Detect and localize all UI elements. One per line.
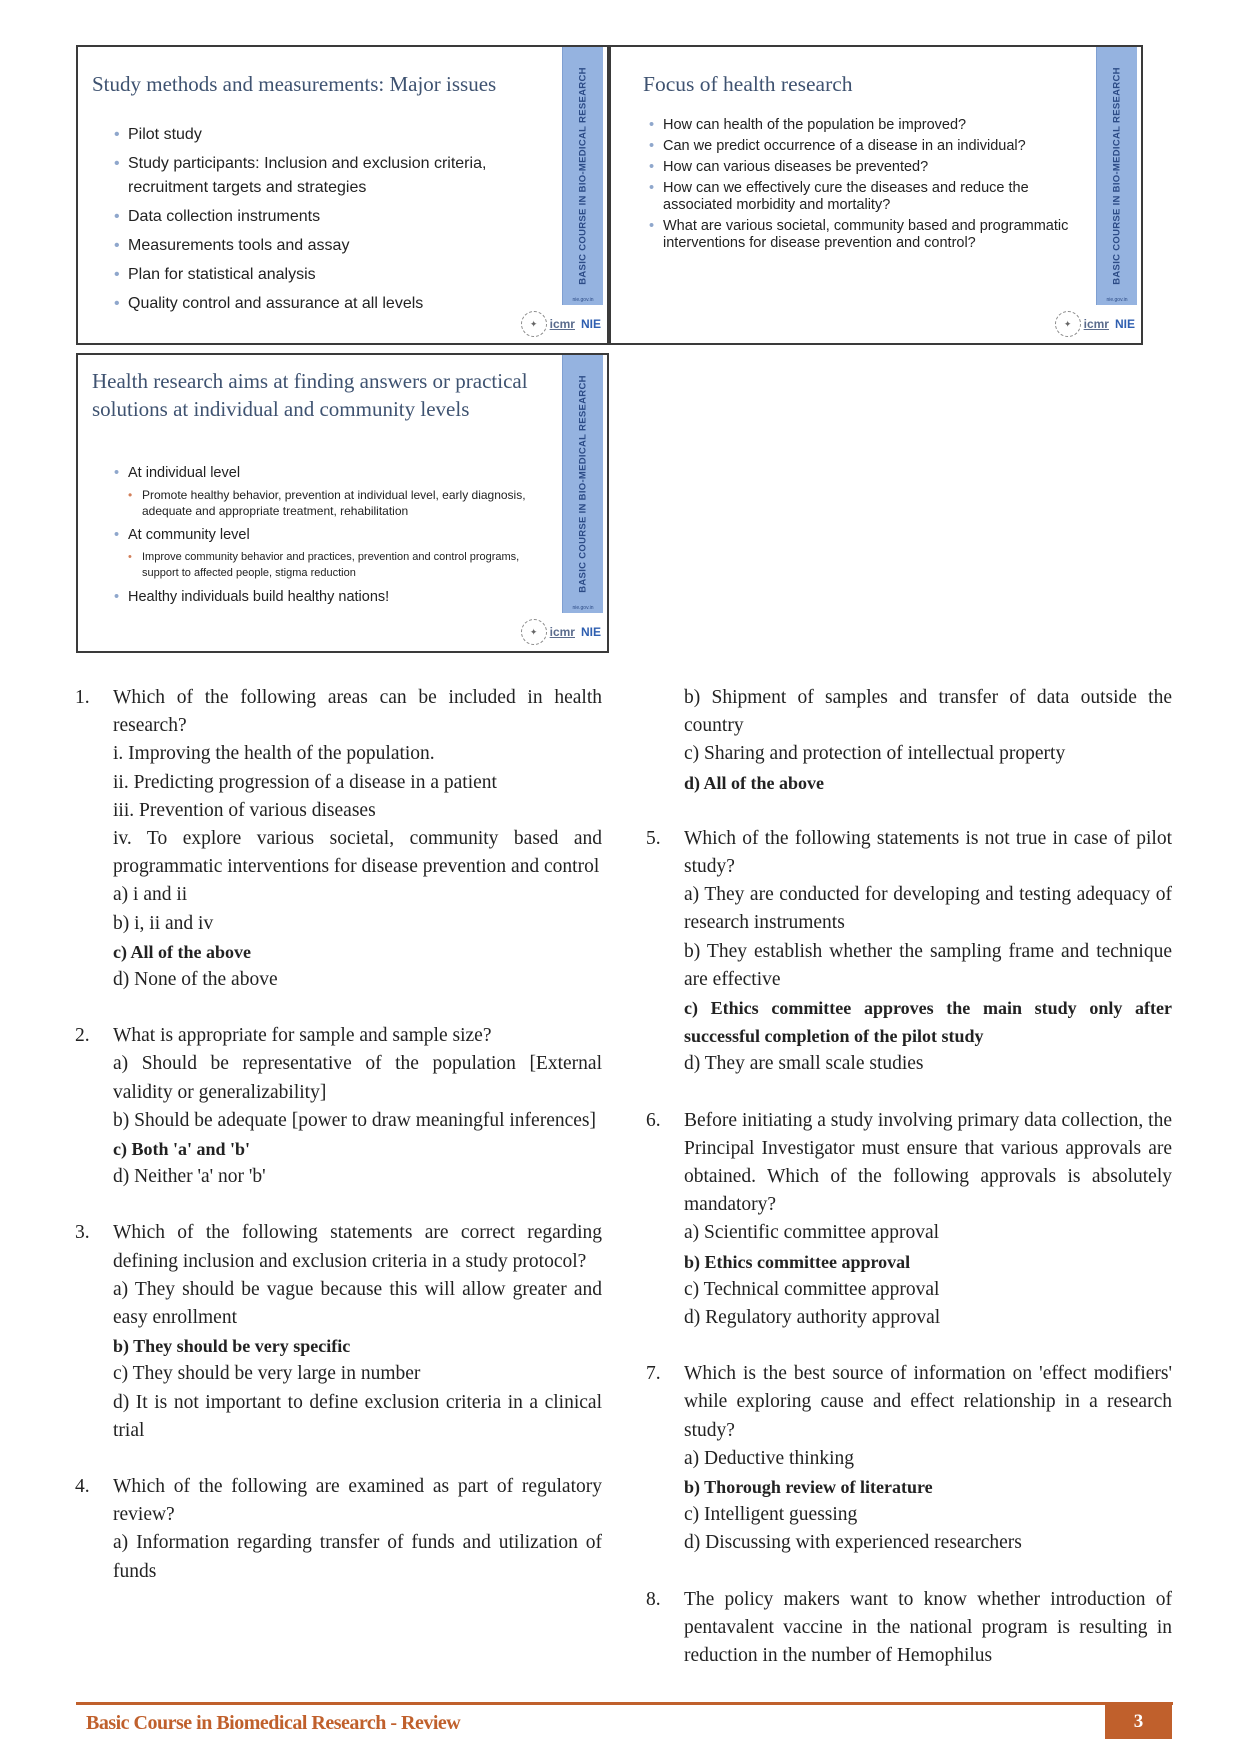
slide-bullet: • Measurements tools and assay xyxy=(114,231,554,260)
slide-side-banner xyxy=(562,355,603,613)
question-stem: Which of the following statements are correct regarding defining inclusion and exclusion criteria in a study protocol? xyxy=(113,1222,602,1272)
slide-title: Study methods and measurements: Major issues xyxy=(92,72,497,96)
option: a) Information regarding transfer of funds and utilization of funds xyxy=(113,1532,602,1582)
question-1 xyxy=(75,684,602,994)
correct-option: c) Both 'a' and 'b' xyxy=(113,1139,251,1160)
question-8 xyxy=(646,1586,1172,1671)
option: a) They should be vague because this will allow greater and easy enrollment xyxy=(113,1278,602,1329)
question-number: 8. xyxy=(646,1588,661,1610)
slide-bullet: • Study participants: Inclusion and exclusion criteria, recruitment targets and strategies xyxy=(114,152,554,200)
question-2 xyxy=(75,1022,602,1191)
question-number: 3. xyxy=(75,1222,90,1244)
slide-bullet: • At individual level xyxy=(114,464,554,482)
option: a) They are conducted for developing and testing adequacy of research instruments xyxy=(684,884,1172,934)
slide-study-methods xyxy=(76,45,609,345)
slide-side-banner xyxy=(1096,47,1137,305)
question-item: ii. Predicting progression of a disease in a patient xyxy=(113,771,497,793)
question-stem: Which of the following are examined as part of regulatory review? xyxy=(113,1476,602,1526)
nie-logo: NIE xyxy=(580,625,601,639)
option: d) They are small scale studies xyxy=(684,1053,924,1075)
option: c) Intelligent guessing xyxy=(684,1504,858,1526)
slide-logos xyxy=(521,309,601,339)
slide-bullet: • Can we predict occurrence of a disease in an individual? xyxy=(649,138,1079,155)
footer-rule xyxy=(76,1702,1173,1705)
option: d) It is not important to define exclusion criteria in a clinical trial xyxy=(113,1391,602,1441)
correct-option: c) Ethics committee approves the main study only after successful completion of the pilot study xyxy=(684,998,1172,1047)
slide-bullet: • Plan for statistical analysis xyxy=(114,260,554,289)
slide-logos xyxy=(521,617,601,647)
slide-logos xyxy=(1055,309,1135,339)
option: b) They establish whether the sampling frame and technique are effective xyxy=(684,940,1172,990)
emblem-icon: ✦ xyxy=(1055,311,1081,337)
banner-site: nie.gov.in xyxy=(1106,297,1128,303)
question-number: 2. xyxy=(75,1025,90,1047)
option: c) Sharing and protection of intellectual property xyxy=(684,743,1066,765)
question-stem: Which of the following statements is not true in case of pilot study? xyxy=(684,827,1172,878)
option: b) i, ii and iv xyxy=(113,912,214,934)
banner-text: BASIC COURSE IN BIO-MEDICAL RESEARCH xyxy=(577,375,589,593)
question-5 xyxy=(646,825,1172,1079)
questions-left-column xyxy=(75,684,602,1614)
question-4-continued xyxy=(646,684,1172,797)
option: a) Scientific committee approval xyxy=(684,1222,940,1244)
icmr-logo: icmr xyxy=(549,625,575,639)
slide-bullet-list xyxy=(649,117,1079,256)
option: a) Deductive thinking xyxy=(684,1447,855,1469)
slide-bullet: • Quality control and assurance at all levels xyxy=(114,289,554,318)
slide-bullet: • How can various diseases be prevented? xyxy=(649,159,1079,176)
slide-sub-bullet: • Promote healthy behavior, prevention at individual level, early diagnosis, adequate and appropriate treatment, rehabilitation xyxy=(114,487,554,519)
question-stem: Which of the following areas can be included in health research? xyxy=(113,687,602,737)
footer-title: Basic Course in Biomedical Research - Review xyxy=(86,1712,461,1734)
correct-option: b) They should be very specific xyxy=(113,1336,351,1357)
question-number: 1. xyxy=(75,687,90,708)
slide-health-research-aims xyxy=(76,353,609,653)
question-stem: What is appropriate for sample and sample size? xyxy=(113,1025,492,1047)
slide-title: Health research aims at finding answers or practical solutions at individual and community levels xyxy=(92,369,528,421)
banner-site: nie.gov.in xyxy=(572,297,594,303)
correct-option: b) Thorough review of literature xyxy=(684,1477,933,1498)
questions-right-column xyxy=(646,684,1172,1698)
option: d) Neither 'a' nor 'b' xyxy=(113,1166,266,1188)
question-3 xyxy=(75,1219,602,1445)
question-6 xyxy=(646,1107,1172,1333)
slide-bullet: • Pilot study xyxy=(114,120,554,149)
emblem-icon: ✦ xyxy=(521,311,547,337)
nie-logo: NIE xyxy=(580,317,601,331)
question-stem: Before initiating a study involving primary data collection, the Principal Investigator must ensure that various approvals are obtained. Which of the following approvals is absolutely mandatory? xyxy=(684,1109,1172,1216)
slide-bullet: • What are various societal, community based and programmatic interventions for disease prevention and control? xyxy=(649,218,1079,252)
option: b) Should be adequate [power to draw meaningful inferences] xyxy=(113,1109,596,1131)
question-number: 4. xyxy=(75,1476,90,1498)
slide-focus-health-research xyxy=(609,45,1143,345)
emblem-icon: ✦ xyxy=(521,619,547,645)
slide-bullet-list xyxy=(114,120,554,318)
option: c) They should be very large in number xyxy=(113,1363,421,1385)
option: a) Should be representative of the population [External validity or generalizability] xyxy=(113,1053,602,1103)
slide-side-banner xyxy=(562,47,603,305)
option: d) Discussing with experienced researchers xyxy=(684,1532,1022,1554)
slide-bullet: • At community level xyxy=(114,526,554,544)
correct-option: d) All of the above xyxy=(684,772,825,793)
correct-option: c) All of the above xyxy=(113,941,251,962)
question-4 xyxy=(75,1473,602,1586)
question-number: 7. xyxy=(646,1363,661,1385)
question-number: 5. xyxy=(646,827,661,849)
slide-bullet: • How can we effectively cure the diseases and reduce the associated morbidity and mortality? xyxy=(649,180,1079,214)
slide-bullet: • How can health of the population be improved? xyxy=(649,117,1079,134)
question-item: iii. Prevention of various diseases xyxy=(113,799,376,821)
question-number: 6. xyxy=(646,1109,661,1131)
question-item: i. Improving the health of the population. xyxy=(113,743,435,765)
nie-logo: NIE xyxy=(1114,317,1135,331)
slide-title: Focus of health research xyxy=(643,72,853,96)
question-stem: The policy makers want to know whether introduction of pentavalent vaccine in the national program is resulting in reduction in the number of Hemophilus xyxy=(684,1588,1172,1667)
banner-text: BASIC COURSE IN BIO-MEDICAL RESEARCH xyxy=(1111,67,1123,285)
banner-text: BASIC COURSE IN BIO-MEDICAL RESEARCH xyxy=(577,67,589,285)
option: b) Shipment of samples and transfer of data outside the country xyxy=(684,687,1172,737)
question-item: iv. To explore various societal, community based and programmatic interventions for disease prevention and control xyxy=(113,828,602,878)
question-7 xyxy=(646,1360,1172,1557)
slide-sub-bullet: • Improve community behavior and practices, prevention and control programs, support to affected people, stigma reduction xyxy=(114,549,554,581)
option: c) Technical committee approval xyxy=(684,1278,940,1300)
icmr-logo: icmr xyxy=(549,317,575,331)
option: d) Regulatory authority approval xyxy=(684,1307,941,1329)
icmr-logo: icmr xyxy=(1083,317,1109,331)
slide-bullet: • Data collection instruments xyxy=(114,202,554,231)
option: d) None of the above xyxy=(113,969,278,991)
question-stem: Which is the best source of information on 'effect modifiers' while exploring cause and effect relationship in a research study? xyxy=(684,1363,1172,1441)
slide-bullet-list xyxy=(114,464,554,613)
slide-bullet: • Healthy individuals build healthy nations! xyxy=(114,588,554,606)
page-number: 3 xyxy=(1105,1705,1172,1739)
option: a) i and ii xyxy=(113,884,188,906)
correct-option: b) Ethics committee approval xyxy=(684,1251,911,1272)
banner-site: nie.gov.in xyxy=(572,605,594,611)
